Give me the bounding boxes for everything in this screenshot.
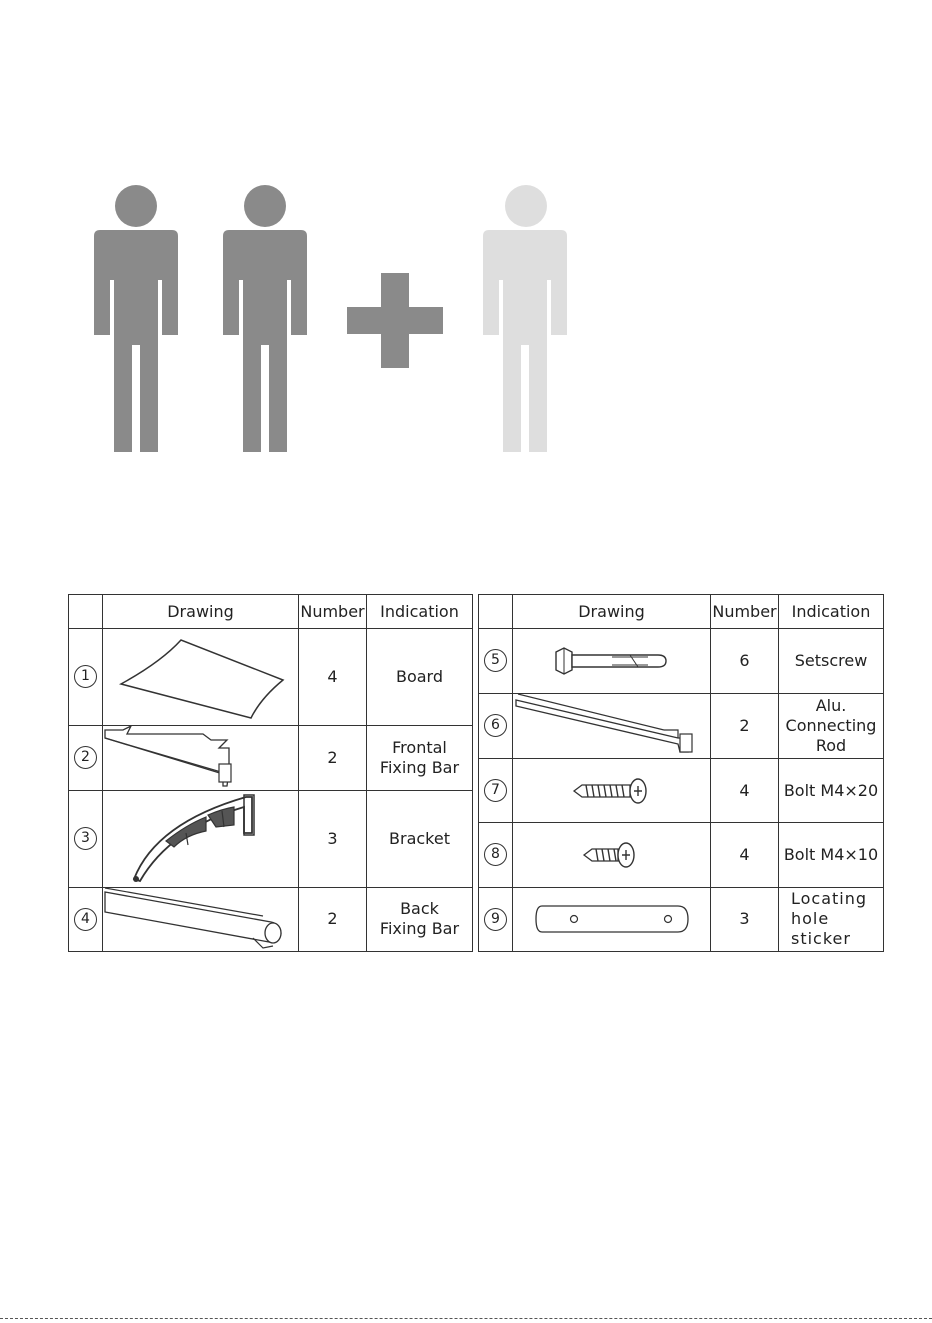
bracket-icon xyxy=(126,793,276,885)
person-icon xyxy=(223,185,307,452)
people-illustration xyxy=(70,180,590,460)
frontal-fixing-bar-drawing xyxy=(103,725,299,790)
bolt-m4x20-drawing xyxy=(513,758,711,822)
part-index: 9 xyxy=(479,887,513,951)
bolt-m4x20-icon xyxy=(572,776,652,806)
board-drawing xyxy=(103,629,299,726)
setscrew-icon xyxy=(552,646,672,676)
part-indication: Bracket xyxy=(367,791,473,888)
part-index: 8 xyxy=(479,823,513,887)
bracket-drawing xyxy=(103,791,299,888)
part-index: 3 xyxy=(69,791,103,888)
part-number: 4 xyxy=(711,758,779,822)
connecting-rod-icon xyxy=(514,694,710,758)
part-indication: Bolt M4×20 xyxy=(779,758,884,822)
page-edge-line xyxy=(0,1318,932,1319)
indication-header: Indication xyxy=(367,595,473,629)
header-row xyxy=(69,595,884,629)
frontal-fixing-bar-icon xyxy=(103,726,299,790)
person-icon xyxy=(483,185,567,452)
part-indication: Board xyxy=(367,629,473,726)
connecting-rod-drawing xyxy=(513,693,711,758)
back-fixing-bar-drawing xyxy=(103,887,299,951)
part-index: 5 xyxy=(479,629,513,693)
index-header xyxy=(69,595,103,629)
table-row xyxy=(69,629,884,693)
back-fixing-bar-icon xyxy=(103,888,299,950)
part-indication: Frontal Fixing Bar xyxy=(367,725,473,790)
board-icon xyxy=(111,632,291,722)
part-number: 6 xyxy=(711,629,779,693)
drawing-header: Drawing xyxy=(103,595,299,629)
part-index: 2 xyxy=(69,725,103,790)
number-header: Number xyxy=(711,595,779,629)
part-number: 4 xyxy=(299,629,367,726)
part-indication: Alu. Connecting Rod xyxy=(779,693,884,758)
part-number: 2 xyxy=(711,693,779,758)
part-number: 3 xyxy=(299,791,367,888)
plus-icon xyxy=(347,273,443,368)
part-number: 2 xyxy=(299,887,367,951)
person-icon xyxy=(94,185,178,452)
index-header xyxy=(479,595,513,629)
sticker-drawing xyxy=(513,887,711,951)
number-header: Number xyxy=(299,595,367,629)
part-indication: Bolt M4×10 xyxy=(779,823,884,887)
part-index: 6 xyxy=(479,693,513,758)
part-number: 2 xyxy=(299,725,367,790)
indication-header: Indication xyxy=(779,595,884,629)
drawing-header: Drawing xyxy=(513,595,711,629)
bolt-m4x10-drawing xyxy=(513,823,711,887)
part-number: 3 xyxy=(711,887,779,951)
part-index: 7 xyxy=(479,758,513,822)
part-indication: Locating hole sticker xyxy=(779,887,884,951)
part-index: 4 xyxy=(69,887,103,951)
sticker-icon xyxy=(532,902,692,936)
part-indication: Setscrew xyxy=(779,629,884,693)
part-index: 1 xyxy=(69,629,103,726)
part-number: 4 xyxy=(711,823,779,887)
setscrew-drawing xyxy=(513,629,711,693)
part-indication: Back Fixing Bar xyxy=(367,887,473,951)
parts-table xyxy=(68,594,883,952)
bolt-m4x10-icon xyxy=(582,840,642,870)
